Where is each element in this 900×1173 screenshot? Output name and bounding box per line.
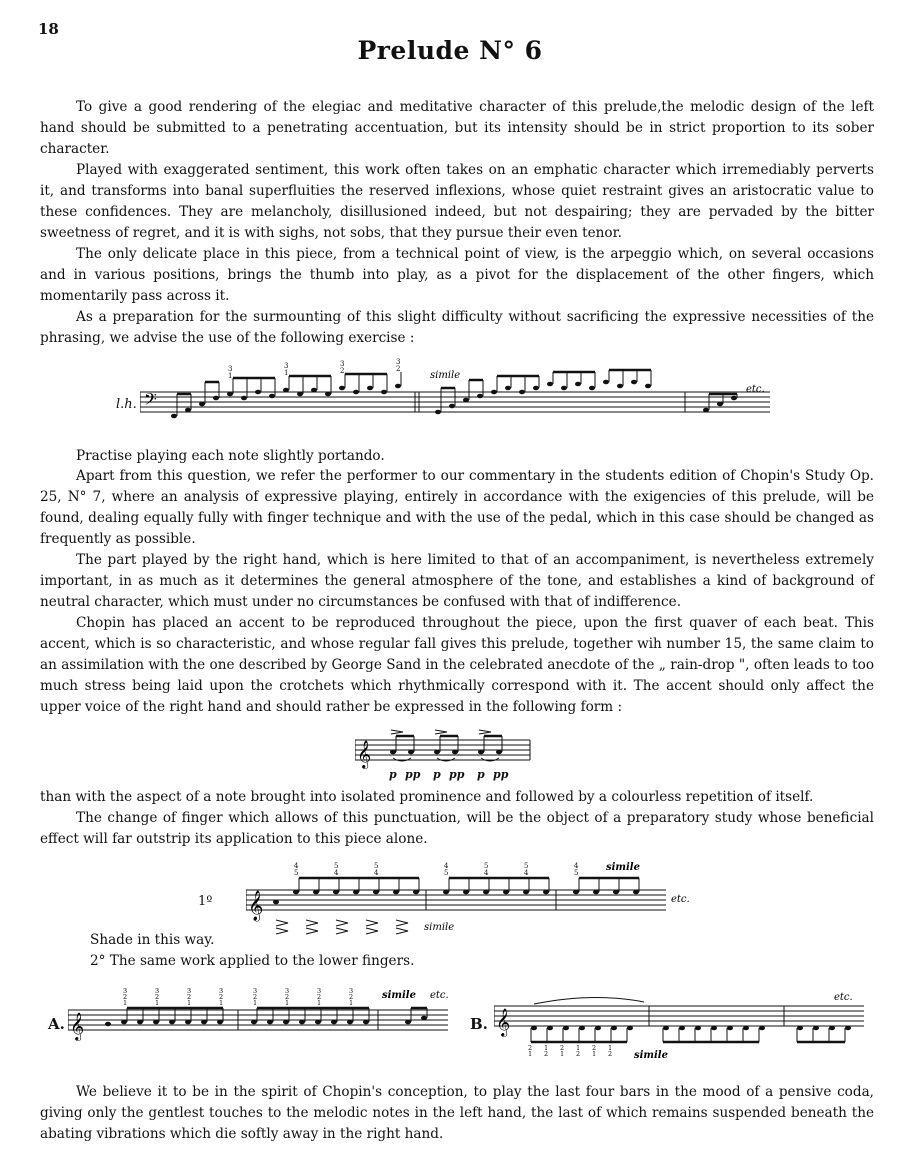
- svg-text:2: 2: [544, 1050, 549, 1058]
- svg-text:1: 1: [317, 999, 322, 1007]
- etc-marking: etc.: [834, 992, 853, 1003]
- svg-text:3: 3: [349, 987, 354, 995]
- music-example-b: [494, 984, 874, 1064]
- svg-text:1: 1: [576, 1044, 581, 1052]
- treble-clef-icon: 𝄞: [70, 1012, 85, 1040]
- svg-text:2: 2: [608, 1050, 613, 1058]
- svg-text:5: 5: [334, 862, 339, 870]
- svg-text:3: 3: [396, 358, 401, 366]
- svg-text:2: 2: [187, 993, 192, 1001]
- dynamic-marking: p: [433, 768, 441, 781]
- svg-text:1: 1: [219, 999, 224, 1007]
- dynamic-marking: p: [389, 768, 397, 781]
- svg-text:5: 5: [524, 862, 529, 870]
- svg-text:3: 3: [219, 987, 224, 995]
- svg-text:5: 5: [444, 869, 449, 877]
- simile-marking: simile: [606, 862, 640, 873]
- paragraph-2: Played with exaggerated sentiment, this work often takes on an emphatic character which irremediably perverts it, and transforms into banal superfluities the reserved inflexions, whose quiet restraint gives an aristocratic value to these confidences. They are melancholy, disillusioned indeed, but not despairing; they are pervaded by the bitter sweetness of regret, and it is with sighs, not sobs, that they pursue their even tenor.: [40, 162, 874, 241]
- svg-text:4: 4: [524, 869, 529, 877]
- paragraph-12: 2° The same work applied to the lower fingers.: [90, 953, 415, 969]
- dynamic-marking: pp: [449, 768, 465, 781]
- svg-text:1: 1: [123, 999, 128, 1007]
- svg-text:3: 3: [285, 987, 290, 995]
- svg-text:4: 4: [444, 862, 449, 870]
- svg-text:3: 3: [155, 987, 160, 995]
- svg-text:1: 1: [253, 999, 258, 1007]
- svg-text:3: 3: [284, 362, 289, 370]
- dynamic-marking: p: [477, 768, 485, 781]
- example-label-a: A.: [48, 1015, 65, 1033]
- svg-text:2: 2: [396, 365, 401, 373]
- svg-text:2: 2: [285, 993, 290, 1001]
- exercise-number: 1º: [198, 894, 213, 909]
- svg-text:5: 5: [484, 862, 489, 870]
- simile-marking: simile: [430, 370, 461, 381]
- svg-text:2: 2: [592, 1044, 597, 1052]
- svg-text:5: 5: [574, 869, 579, 877]
- svg-text:2: 2: [349, 993, 354, 1001]
- svg-text:4: 4: [574, 862, 579, 870]
- svg-text:2: 2: [528, 1044, 533, 1052]
- svg-text:3: 3: [228, 365, 233, 373]
- svg-text:4: 4: [374, 869, 379, 877]
- etc-marking: etc.: [430, 990, 449, 1001]
- treble-clef-icon: 𝄞: [248, 891, 264, 921]
- paragraph-7: The part played by the right hand, which is here limited to that of an accompaniment, is nevertheless extremely important, in as much as it determines the general atmosphere of the tone, and establishes a kind of background of neutral character, which must under no circumstances be confused with that of indifference.: [40, 552, 874, 610]
- simile-marking: simile: [424, 922, 455, 933]
- paragraph-10: The change of finger which allows of this punctuation, will be the object of a preparatory study whose beneficial effect will far outstrip its application to this piece alone.: [40, 810, 874, 847]
- treble-clef-icon: 𝄞: [496, 1008, 511, 1036]
- svg-text:1: 1: [284, 369, 289, 377]
- paragraph-1: To give a good rendering of the elegiac and meditative character of this prelude,the melodic design of the left hand should be submitted to a penetrating accentuation, but its intensity should be in strict proportion to its sober character.: [40, 99, 874, 157]
- svg-text:1: 1: [155, 999, 160, 1007]
- svg-text:5: 5: [294, 869, 299, 877]
- svg-text:5: 5: [374, 862, 379, 870]
- svg-text:1: 1: [187, 999, 192, 1007]
- music-example-a: [68, 984, 468, 1042]
- paragraph-4: As a preparation for the surmounting of this slight difficulty without sacrificing the expressive necessities of the phrasing, we advise the use of the following exercise :: [40, 309, 874, 346]
- svg-text:1: 1: [228, 372, 233, 380]
- treble-clef-icon: 𝄞: [357, 740, 372, 768]
- svg-text:1: 1: [560, 1050, 565, 1058]
- svg-text:1: 1: [285, 999, 290, 1007]
- dynamic-marking: pp: [493, 768, 509, 781]
- svg-text:2: 2: [317, 993, 322, 1001]
- simile-marking: simile: [634, 1050, 668, 1061]
- paragraph-6: Apart from this question, we refer the performer to our commentary in the students edition of Chopin's Study Op. 25, N° 7, where an analysis of expressive playing, entirely in accordance with the exigencies of this prelude, will be found, dealing equally fully with finger technique and with the use of the pedal, which in this case should be changed as frequently as possible.: [40, 468, 874, 547]
- paragraph-11: Shade in this way.: [90, 932, 215, 948]
- svg-text:4: 4: [484, 869, 489, 877]
- dynamic-marking: pp: [405, 768, 421, 781]
- simile-marking: simile: [382, 990, 416, 1001]
- left-hand-label: l.h.: [116, 397, 137, 412]
- svg-text:2: 2: [123, 993, 128, 1001]
- etc-marking: etc.: [671, 894, 690, 905]
- example-label-b: B.: [470, 1015, 488, 1033]
- svg-text:3: 3: [253, 987, 258, 995]
- paragraph-3: The only delicate place in this piece, from a technical point of view, is the arpeggio which, on several occasions and in various positions, brings the thumb into play, as a pivot for the displacement of the other fingers, which momentarily pass across it.: [40, 246, 874, 304]
- paragraph-8: Chopin has placed an accent to be reproduced throughout the piece, upon the first quaver of each beat. This accent, which is so characteristic, and whose regular fall gives this prelude, together wih number 15, the same claim to an assimilation with the one described by George Sand in the celebrated anecdote of the „ rain-drop ", often leads to too much stress being laid upon the crotchets which rhythmically correspond with it. The accent should only affect the upper voice of the right hand and should rather be expressed in the following form :: [40, 615, 874, 715]
- svg-text:2: 2: [576, 1050, 581, 1058]
- svg-text:1: 1: [608, 1044, 613, 1052]
- svg-text:4: 4: [294, 862, 299, 870]
- svg-text:2: 2: [219, 993, 224, 1001]
- svg-text:2: 2: [560, 1044, 565, 1052]
- svg-text:3: 3: [317, 987, 322, 995]
- page-number: 18: [38, 20, 59, 38]
- svg-text:1: 1: [528, 1050, 533, 1058]
- etc-marking: etc.: [746, 384, 765, 395]
- svg-text:4: 4: [334, 869, 339, 877]
- svg-text:2: 2: [155, 993, 160, 1001]
- paragraph-5: Practise playing each note slightly portando.: [76, 448, 385, 464]
- svg-text:3: 3: [187, 987, 192, 995]
- svg-text:1: 1: [544, 1044, 549, 1052]
- music-example-arpeggio: [140, 358, 780, 438]
- svg-text:2: 2: [253, 993, 258, 1001]
- bass-clef-icon: 𝄢: [144, 389, 157, 413]
- svg-text:1: 1: [592, 1050, 597, 1058]
- svg-text:3: 3: [340, 360, 345, 368]
- svg-text:2: 2: [340, 367, 345, 375]
- svg-text:1: 1: [349, 999, 354, 1007]
- svg-text:3: 3: [123, 987, 128, 995]
- music-example-accent: [355, 728, 535, 786]
- paragraph-9: than with the aspect of a note brought into isolated prominence and followed by a colourless repetition of itself.: [40, 789, 814, 805]
- page-title: Prelude N° 6: [357, 36, 543, 65]
- paragraph-13: We believe it to be in the spirit of Chopin's conception, to play the last four bars in the mood of a pensive coda, giving only the gentlest touches to the melodic notes in the left hand, the last of which remains suspended beneath the abating vibrations which die softly away in the right hand.: [40, 1084, 874, 1142]
